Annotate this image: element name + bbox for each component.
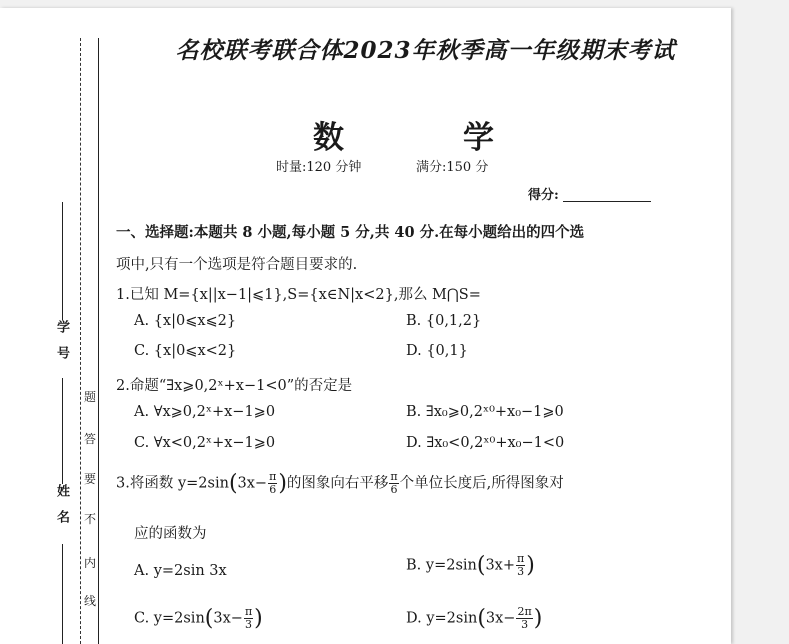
paren-left: (	[228, 471, 238, 496]
q3-option-c	[134, 606, 263, 631]
option-arg: 3x−	[213, 610, 243, 627]
q2-stem: 2.命题“∃x⩾0,2ˣ+x−1<0”的否定是	[116, 378, 353, 394]
student-id-blank	[62, 202, 63, 320]
q3-stem	[116, 471, 564, 496]
student-id-label: 学 号	[54, 320, 69, 359]
binding-char: 要	[83, 472, 96, 486]
paren-right: )	[278, 471, 287, 496]
frac-num: π	[517, 552, 525, 565]
option-fraction	[516, 606, 532, 631]
binding-char: 题	[83, 390, 96, 404]
score-blank	[563, 201, 651, 202]
q3-shift-fraction	[389, 471, 398, 496]
q3-stem-line2: 应的函数为	[134, 526, 207, 542]
section-intro-line1: 一、选择题:本题共 8 小题,每小题 5 分,共 40 分.在每小题给出的四个选	[116, 224, 585, 241]
q2-option-a: A. ∀x⩾0,2ˣ+x−1⩾0	[134, 404, 276, 420]
score-label: 得分:	[528, 188, 559, 203]
paren-right: )	[254, 606, 263, 631]
frac-num: π	[269, 470, 277, 483]
option-arg: 3x−	[485, 610, 516, 627]
q3-option-a: A. y=2sin 3x	[134, 563, 227, 579]
frac-den: 3	[517, 565, 525, 578]
q1-option-d: D. {0,1}	[406, 343, 468, 359]
q2-option-d: D. ∃x₀<0,2ˣ⁰+x₀−1<0	[406, 435, 565, 451]
name-label: 姓 名	[54, 484, 69, 523]
extra-blank	[62, 544, 63, 644]
q1-option-b: B. {0,1,2}	[406, 313, 482, 329]
paren-left: (	[476, 553, 486, 578]
score-field	[528, 184, 651, 203]
q3-stem-arg: 3x−	[237, 475, 268, 492]
full-score: 满分:150 分	[416, 160, 489, 175]
name-blank	[62, 378, 63, 484]
q3-fraction	[268, 471, 277, 496]
exam-page	[0, 8, 731, 644]
frac-den: 6	[269, 483, 277, 496]
q1-option-c: C. {x|0⩽x<2}	[134, 343, 237, 359]
binding-char: 内	[83, 556, 96, 570]
q2-option-b: B. ∃x₀⩾0,2ˣ⁰+x₀−1⩾0	[406, 404, 564, 420]
paren-right: )	[533, 606, 543, 631]
frac-num: 2π	[517, 605, 532, 618]
option-prefix: B. y=2sin	[406, 557, 477, 574]
q1-option-a: A. {x|0⩽x⩽2}	[134, 313, 237, 329]
frac-den: 3	[521, 618, 529, 631]
subject-title: 数 学	[313, 120, 538, 156]
option-prefix: C. y=2sin	[134, 610, 205, 627]
q1-stem: 1.已知 M={x||x−1|⩽1},S={x∈N|x<2},那么 M⋂S=	[116, 287, 481, 303]
frac-num: π	[244, 605, 253, 618]
frac-den: 3	[245, 618, 253, 631]
option-fraction	[244, 606, 253, 631]
exam-title: 名校联考联合体2023年秋季高一年级期末考试	[175, 37, 676, 64]
frac-den: 6	[390, 483, 398, 496]
binding-char: 不	[83, 512, 96, 526]
frac-num: π	[390, 470, 398, 483]
option-fraction	[516, 553, 525, 578]
section-intro-line2: 项中,只有一个选项是符合题目要求的.	[116, 257, 358, 273]
q3-option-b	[406, 553, 535, 578]
q3-stem-prefix: 3.将函数 y=2sin	[116, 475, 229, 492]
time-limit: 时量:120 分钟	[276, 160, 362, 175]
paren-left: (	[477, 606, 486, 631]
q2-option-c: C. ∀x<0,2ˣ+x−1⩾0	[134, 435, 276, 451]
binding-char: 答	[83, 432, 96, 446]
q3-option-d	[406, 606, 542, 631]
paren-left: (	[204, 606, 214, 631]
binding-char: 线	[83, 594, 96, 608]
option-arg: 3x+	[485, 557, 516, 574]
paren-right: )	[526, 553, 535, 578]
q3-stem-suffix: 个单位长度后,所得图象对	[399, 475, 564, 492]
q3-stem-mid: 的图象向右平移	[286, 475, 389, 492]
option-prefix: D. y=2sin	[406, 610, 478, 627]
